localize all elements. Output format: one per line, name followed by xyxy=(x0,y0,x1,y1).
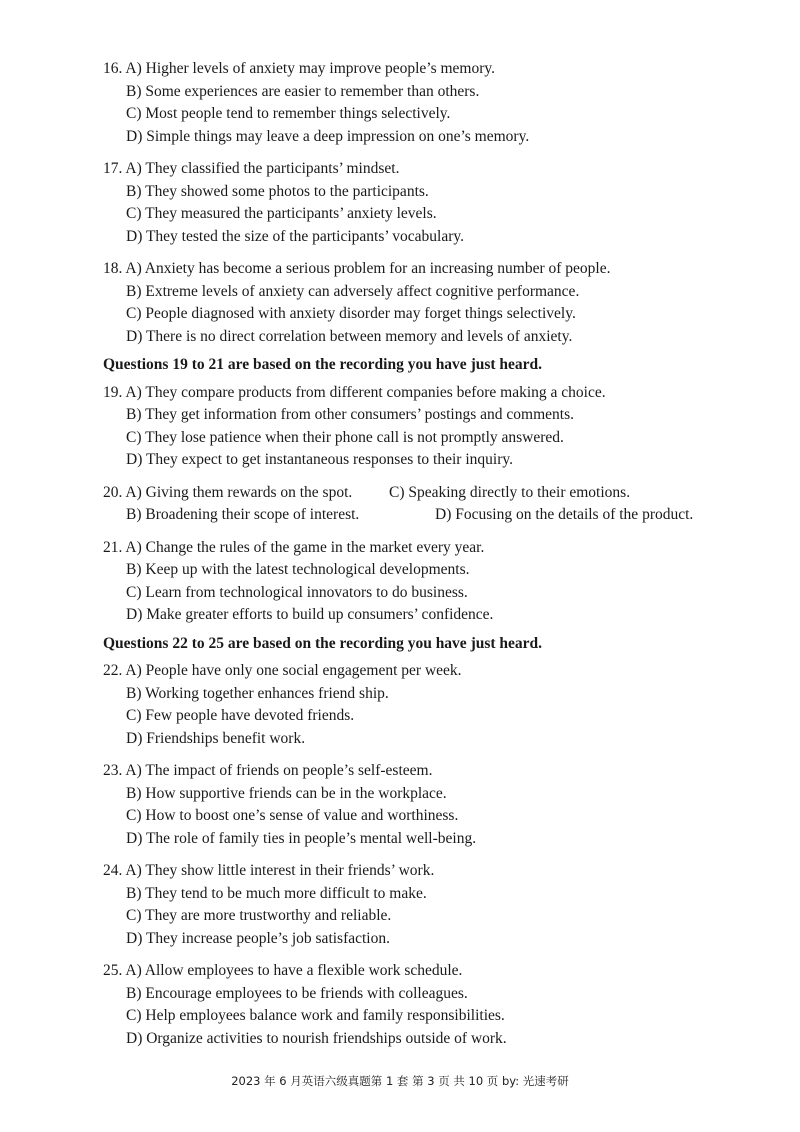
exam-page xyxy=(103,58,743,1060)
option-a: A) Allow employees to have a flexible work schedule. xyxy=(125,962,463,979)
option-d: D) Make greater efforts to build up consumers’ confidence. xyxy=(126,606,494,623)
question-number: 21. xyxy=(103,538,123,556)
option-c: C) They are more trustworthy and reliable. xyxy=(126,907,392,924)
question-option xyxy=(103,537,743,560)
option-c: C) Most people tend to remember things selectively. xyxy=(126,105,451,122)
option-d: D) The role of family ties in people’s mental well-being. xyxy=(126,829,477,847)
option-c: C) Speaking directly to their emotions. xyxy=(389,483,631,501)
option-d: D) Simple things may leave a deep impression on one’s memory. xyxy=(126,127,530,145)
option-c: C) How to boost one’s sense of value and worthiness. xyxy=(126,807,459,824)
question-option xyxy=(103,158,743,181)
option-a: A) People have only one social engagement per week. xyxy=(125,662,462,679)
option-b: B) Keep up with the latest technological developments. xyxy=(126,561,470,578)
question-number: 20. xyxy=(103,483,123,501)
question-21 xyxy=(103,537,743,627)
option-a: A) Anxiety has become a serious problem for an increasing number of people. xyxy=(125,260,611,277)
option-a: A) Change the rules of the game in the market every year. xyxy=(125,538,485,556)
option-b: B) They tend to be much more difficult to make. xyxy=(126,884,427,902)
question-25 xyxy=(103,960,743,1050)
option-b: B) They showed some photos to the participants. xyxy=(126,182,429,200)
question-19 xyxy=(103,382,743,472)
option-c: C) Few people have devoted friends. xyxy=(126,707,355,724)
question-number: 24. xyxy=(103,862,123,879)
question-number: 16. xyxy=(103,60,123,77)
question-number: 22. xyxy=(103,662,123,679)
option-b: B) How supportive friends can be in the workplace. xyxy=(126,784,447,802)
question-option xyxy=(103,860,743,883)
question-24 xyxy=(103,860,743,950)
option-a: A) They show little interest in their friends’ work. xyxy=(125,862,435,879)
option-d: D) There is no direct correlation between memory and levels of anxiety. xyxy=(126,327,573,345)
option-c: C) Help employees balance work and family responsibilities. xyxy=(126,1007,505,1024)
question-option xyxy=(103,660,743,683)
question-number: 23. xyxy=(103,762,123,779)
question-20 xyxy=(103,482,743,527)
option-d: D) Friendships benefit work. xyxy=(126,729,306,747)
option-b: B) Working together enhances friend ship. xyxy=(126,684,389,702)
option-a: A) The impact of friends on people’s self-esteem. xyxy=(125,762,433,779)
option-b: B) Broadening their scope of interest. xyxy=(126,506,360,523)
question-22 xyxy=(103,660,743,750)
question-option-row xyxy=(103,504,743,527)
question-option xyxy=(103,960,743,983)
question-number: 19. xyxy=(103,383,123,401)
question-number: 18. xyxy=(103,260,123,277)
question-option xyxy=(103,258,743,281)
question-18 xyxy=(103,258,743,348)
question-option xyxy=(103,760,743,783)
option-d: D) They tested the size of the participants’ vocabulary. xyxy=(126,227,465,245)
option-d: D) They increase people’s job satisfaction. xyxy=(126,929,390,947)
section-heading-22-25: Questions 22 to 25 are based on the recording you have just heard. xyxy=(103,634,543,652)
option-c: C) People diagnosed with anxiety disorder may forget things selectively. xyxy=(126,305,576,322)
question-23 xyxy=(103,760,743,850)
question-16 xyxy=(103,58,743,148)
option-c: C) Learn from technological innovators to do business. xyxy=(126,583,468,601)
option-b: B) They get information from other consumers’ postings and comments. xyxy=(126,406,574,423)
page-footer: 2023 年 6 月英语六级真题第 1 套 第 3 页 共 10 页 by: 光速考研 xyxy=(231,1074,569,1088)
question-17 xyxy=(103,158,743,248)
question-option xyxy=(103,382,743,405)
option-d: D) Organize activities to nourish friendships outside of work. xyxy=(126,1029,507,1047)
question-number: 17. xyxy=(103,160,123,177)
question-option xyxy=(103,58,743,81)
option-c: C) They measured the participants’ anxiety levels. xyxy=(126,205,437,222)
section-heading-19-21: Questions 19 to 21 are based on the recording you have just heard. xyxy=(103,356,543,373)
option-a: A) They compare products from different companies before making a choice. xyxy=(125,383,606,401)
question-number: 25. xyxy=(103,962,123,979)
option-a: A) They classified the participants’ mindset. xyxy=(125,160,400,177)
option-a: A) Higher levels of anxiety may improve people’s memory. xyxy=(125,60,496,77)
option-b: B) Encourage employees to be friends with colleagues. xyxy=(126,984,468,1002)
option-b: B) Some experiences are easier to remember than others. xyxy=(126,82,480,100)
question-option-row xyxy=(103,482,743,505)
option-c: C) They lose patience when their phone call is not promptly answered. xyxy=(126,428,564,446)
option-d: D) They expect to get instantaneous responses to their inquiry. xyxy=(126,451,513,468)
option-b: B) Extreme levels of anxiety can adversely affect cognitive performance. xyxy=(126,282,580,300)
option-a: A) Giving them rewards on the spot. xyxy=(125,483,353,501)
option-d: D) Focusing on the details of the product. xyxy=(435,506,694,523)
